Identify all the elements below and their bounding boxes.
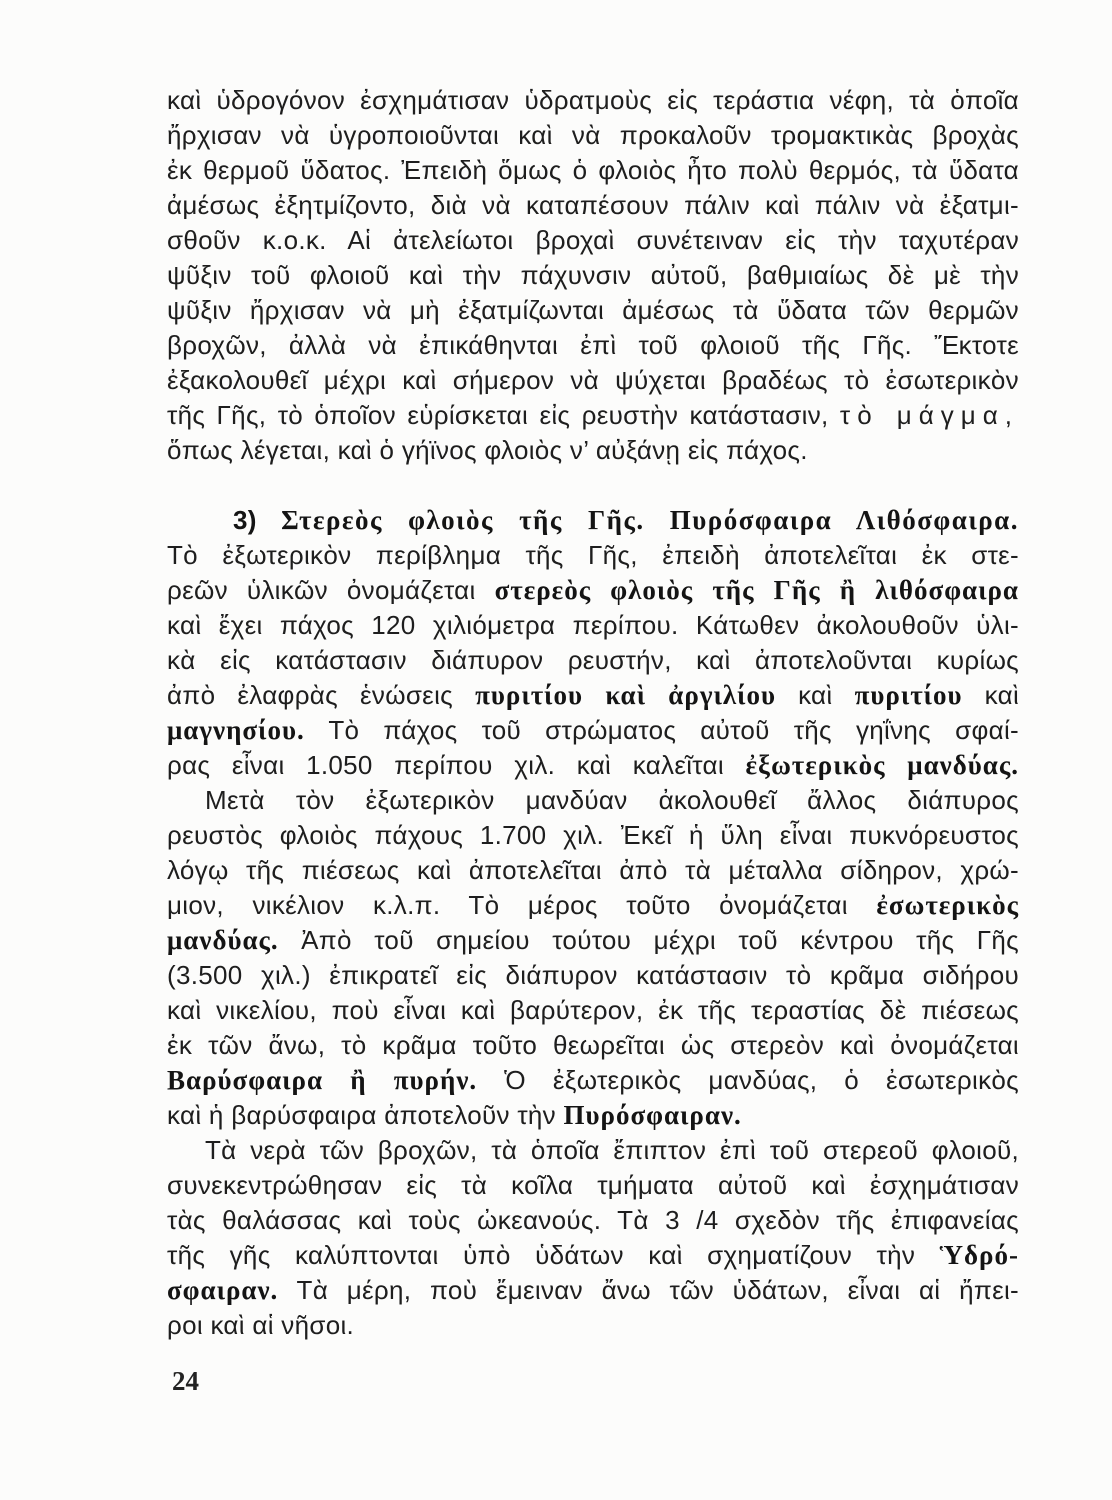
bold-term: στερεὸς φλοιὸς τῆς Γῆς ἢ λιθόσφαιρα <box>494 575 1020 605</box>
text-line <box>167 678 1019 713</box>
text-line <box>167 1063 1019 1098</box>
text-line: ἤρχισαν νὰ ὑγροποιοῦνται καὶ νὰ προκαλοῦν τρομακτικὰς βροχὰς <box>167 120 1019 150</box>
bold-term: μαγνησίου. <box>167 715 305 745</box>
bold-term: Ὑδρό- <box>939 1240 1019 1270</box>
text-line <box>167 923 1019 958</box>
text-line: Τὸ ἐξωτερικὸν περίβλημα τῆς Γῆς, ἐπειδὴ ἀποτελεῖται ἐκ στε- <box>167 540 1019 570</box>
emphasized-term: τὸ μάγμα, <box>839 400 1019 430</box>
bold-term: πυριτίου καὶ ἀργιλίου <box>475 680 776 710</box>
bold-term: ἐξωτερικὸς μανδύας. <box>745 750 1019 780</box>
text-segment: ρας εἶναι 1.050 περίπου χιλ. καὶ καλεῖται <box>167 750 724 780</box>
text-segment: ρεῶν ὑλικῶν ὀνομάζεται <box>167 575 476 605</box>
bold-term: μανδύας. <box>167 925 279 955</box>
text-line: καὶ ἔχει πάχος 120 χιλιόμετρα περίπου. Κάτωθεν ἀκολουθοῦν ὑλι- <box>167 610 1019 640</box>
text-line: ἐξακολουθεῖ μέχρι καὶ σήμερον νὰ ψύχεται βραδέως τὸ ἐσωτερικὸν <box>167 365 1019 395</box>
text-line: Τὰ νερὰ τῶν βροχῶν, τὰ ὁποῖα ἔπιπτον ἐπὶ τοῦ στερεοῦ φλοιοῦ, <box>205 1135 1019 1165</box>
text-line <box>167 1098 1019 1133</box>
text-line: ροι καὶ αἱ νῆσοι. <box>167 1310 355 1340</box>
text-line <box>167 888 1019 923</box>
text-line: καὶ νικελίου, ποὺ εἶναι καὶ βαρύτερον, ἐκ τῆς τεραστίας δὲ πιέσεως <box>167 995 1019 1025</box>
text-line: λόγῳ τῆς πιέσεως καὶ ἀποτελεῖται ἀπὸ τὰ μέταλλα σίδηρον, χρώ- <box>167 855 1019 885</box>
text-line: ψῦξιν ἤρχισαν νὰ μὴ ἐξατμίζωνται ἀμέσως τὰ ὕδατα τῶν θερμῶν <box>167 295 1019 325</box>
bold-term: ἐσωτερικὸς <box>876 890 1019 920</box>
text-line: συνεκεντρώθησαν εἰς τὰ κοῖλα τμήματα αὐτοῦ καὶ ἐσχημάτισαν <box>167 1170 1019 1200</box>
text-segment: μιον, νικέλιον κ.λ.π. Τὸ μέρος τοῦτο ὀνομάζεται <box>167 890 848 920</box>
page-number: 24 <box>172 1366 199 1396</box>
text-line <box>167 573 1019 608</box>
text-line <box>167 398 1019 433</box>
text-segment: τῆς γῆς καλύπτονται ὑπὸ ὑδάτων καὶ σχηματίζουν τὴν <box>167 1240 916 1270</box>
bold-term: πυριτίου <box>854 680 963 710</box>
section-number: 3) <box>233 505 257 535</box>
text-line: ψῦξιν τοῦ φλοιοῦ καὶ τὴν πάχυνσιν αὐτοῦ, βαθμιαίως δὲ μὲ τὴν <box>167 260 1019 290</box>
text-line: σθοῦν κ.ο.κ. Αἱ ἀτελείωτοι βροχαὶ συνέτειναν εἰς τὴν ταχυτέραν <box>167 225 1019 255</box>
text-segment: Ὁ ἐξωτερικὸς μανδύας, ὁ ἐσωτερικὸς <box>504 1065 1019 1095</box>
text-line: Μετὰ τὸν ἐξωτερικὸν μανδύαν ἀκολουθεῖ ἄλλος διάπυρος <box>205 785 1019 815</box>
text-line: καὶ ὑδρογόνον ἐσχημάτισαν ὑδρατμοὺς εἰς τεράστια νέφη, τὰ ὁποῖα <box>167 85 1019 115</box>
text-line <box>167 1273 1019 1308</box>
text-segment: Τὸ πάχος τοῦ στρώματος αὐτοῦ τῆς γηΐνης σφαί- <box>328 715 1019 745</box>
section-heading <box>167 503 1019 538</box>
bold-term: Πυρόσφαιραν. <box>563 1100 742 1130</box>
text-segment: Ἀπὸ τοῦ σημείου τούτου μέχρι τοῦ κέντρου τῆς Γῆς <box>301 925 1019 955</box>
text-line <box>167 713 1019 748</box>
text-line: βροχῶν, ἀλλὰ νὰ ἐπικάθηνται ἐπὶ τοῦ φλοιοῦ τῆς Γῆς. Ἔκτοτε <box>167 330 1019 360</box>
text-segment: καὶ ἡ βαρύσφαιρα ἀποτελοῦν τὴν <box>167 1100 556 1130</box>
bold-term: σφαιραν. <box>167 1275 279 1305</box>
text-segment: τῆς Γῆς, τὸ ὁποῖον εὑρίσκεται εἰς ρευστὴν κατάστασιν, <box>167 400 829 430</box>
text-segment: ἀπὸ ἐλαφρὰς ἑνώσεις <box>167 680 453 710</box>
text-line: τὰς θαλάσσας καὶ τοὺς ὠκεανούς. Τὰ 3 /4 σχεδὸν τῆς ἐπιφανείας <box>167 1205 1019 1235</box>
text-line: ἐκ θερμοῦ ὕδατος. Ἐπειδὴ ὅμως ὁ φλοιὸς ἦτο πολὺ θερμός, τὰ ὕδατα <box>167 155 1019 185</box>
text-line <box>167 748 1019 783</box>
text-line: ὅπως λέγεται, καὶ ὁ γήϊνος φλοιὸς ν’ αὐξάνῃ εἰς πάχος. <box>167 435 808 465</box>
text-line: ἐκ τῶν ἄνω, τὸ κρᾶμα τοῦτο θεωρεῖται ὡς στερεὸν καὶ ὀνομάζεται <box>167 1030 1019 1060</box>
text-segment: καὶ <box>798 680 833 710</box>
text-line <box>167 1238 1019 1273</box>
text-segment: καὶ <box>984 680 1020 710</box>
text-line: κὰ εἰς κατάστασιν διάπυρον ρευστήν, καὶ ἀποτελοῦνται κυρίως <box>167 645 1019 675</box>
text-line: ρευστὸς φλοιὸς πάχους 1.700 χιλ. Ἐκεῖ ἡ ὕλη εἶναι πυκνόρευστος <box>167 820 1019 850</box>
page-text <box>167 83 1019 1343</box>
section-title: Στερεὸς φλοιὸς τῆς Γῆς. Πυρόσφαιρα Λιθόσφαιρα. <box>281 505 1019 535</box>
text-segment: Τὰ μέρη, ποὺ ἔμειναν ἄνω τῶν ὑδάτων, εἶναι αἱ ἤπει- <box>296 1275 1019 1305</box>
text-line: ἀμέσως ἐξητμίζοντο, διὰ νὰ καταπέσουν πάλιν καὶ πάλιν νὰ ἐξατμι- <box>167 190 1019 220</box>
bold-term: Βαρύσφαιρα ἢ πυρήν. <box>167 1065 478 1095</box>
text-line: (3.500 χιλ.) ἐπικρατεῖ εἰς διάπυρον κατάστασιν τὸ κρᾶμα σιδήρου <box>167 960 1019 990</box>
